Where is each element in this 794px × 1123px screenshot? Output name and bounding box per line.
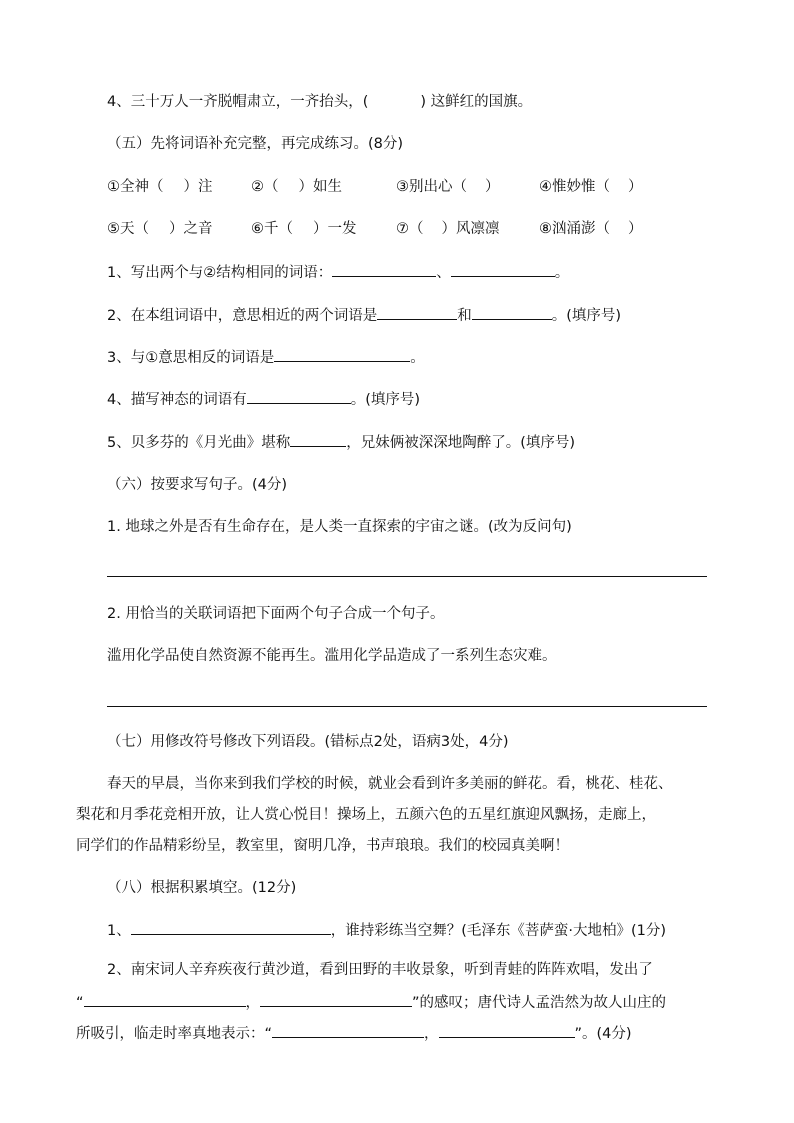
answer-blank[interactable] (84, 991, 246, 1007)
question-line: “ ， ”的感叹；唐代诗人孟浩然为故人山庄的 (76, 991, 666, 1013)
question-line: 1. 地球之外是否有生命存在，是人类一直探索的宇宙之谜。(改为反问句) (107, 519, 572, 535)
answer-blank[interactable] (290, 431, 346, 447)
answer-blank[interactable] (274, 346, 410, 362)
word-item: ④惟妙惟（ ） (539, 179, 643, 195)
answer-blank[interactable] (131, 919, 331, 935)
question-line: 2. 用恰当的关联词语把下面两个句子合成一个句子。 (107, 606, 445, 622)
question-line: 4、三十万人一齐脱帽肃立，一齐抬头，( ) 这鲜红的国旗。 (107, 94, 533, 110)
section-heading: （六）按要求写句子。(4分) (107, 477, 288, 493)
word-item: ②（ ）如生 (251, 179, 342, 195)
question-line: 5、贝多芬的《月光曲》堪称 ，兄妹俩被深深地陶醉了。(填序号) (107, 431, 575, 453)
section-heading: （五）先将词语补充完整，再完成练习。(8分) (107, 136, 404, 152)
question-line: 2、在本组词语中，意思相近的两个词语是 和 。(填序号) (107, 304, 621, 326)
word-item: ⑥千（ ）一发 (251, 221, 357, 237)
question-text: 滥用化学品使自然资源不能再生。滥用化学品造成了一系列生态灾难。 (107, 648, 557, 664)
answer-line[interactable] (107, 576, 707, 577)
section-heading: （八）根据积累填空。(12分) (107, 880, 297, 896)
section-heading: （七）用修改符号修改下列语段。(错标点2处，语病3处，4分) (107, 734, 509, 750)
question-line: 2、南宋词人辛弃疾夜行黄沙道，看到田野的丰收景象，听到青蛙的阵阵欢唱，发出了 (107, 962, 653, 978)
question-line: 1、写出两个与②结构相同的词语： 、 。 (107, 261, 569, 283)
answer-blank[interactable] (439, 1022, 575, 1038)
answer-blank[interactable] (472, 304, 552, 320)
question-line: 所吸引，临走时率真地表示：“ ， ”。(4分) (76, 1022, 632, 1044)
paragraph-line: 同学们的作品精彩纷呈，教室里，窗明几净，书声琅琅。我们的校园真美啊！ (76, 838, 569, 854)
word-item: ①全神（ ）注 (107, 179, 213, 195)
question-line: 4、描写神态的词语有 。(填序号) (107, 388, 420, 410)
answer-line[interactable] (107, 706, 707, 707)
answer-blank[interactable] (272, 1022, 424, 1038)
paragraph-line: 梨花和月季花竞相开放，让人赏心悦目！操场上，五颜六色的五星红旗迎风飘扬，走廊上， (76, 807, 656, 823)
paragraph-line: 春天的早晨，当你来到我们学校的时候，就业会看到许多美丽的鲜花。看，桃花、桂花、 (107, 776, 673, 792)
answer-blank[interactable] (451, 261, 555, 277)
word-item: ⑧汹涌澎（ ） (539, 221, 643, 237)
answer-blank[interactable] (260, 991, 412, 1007)
word-item: ⑤天（ ）之音 (107, 221, 213, 237)
word-item: ⑦（ ）风凛凛 (396, 221, 500, 237)
word-item: ③别出心（ ） (396, 179, 500, 195)
answer-blank[interactable] (377, 304, 457, 320)
answer-blank[interactable] (247, 388, 351, 404)
question-line: 1、 ，谁持彩练当空舞？(毛泽东《菩萨蛮·大地柏》(1分) (107, 919, 666, 941)
answer-blank[interactable] (332, 261, 436, 277)
question-line: 3、与①意思相反的词语是 。 (107, 346, 425, 368)
